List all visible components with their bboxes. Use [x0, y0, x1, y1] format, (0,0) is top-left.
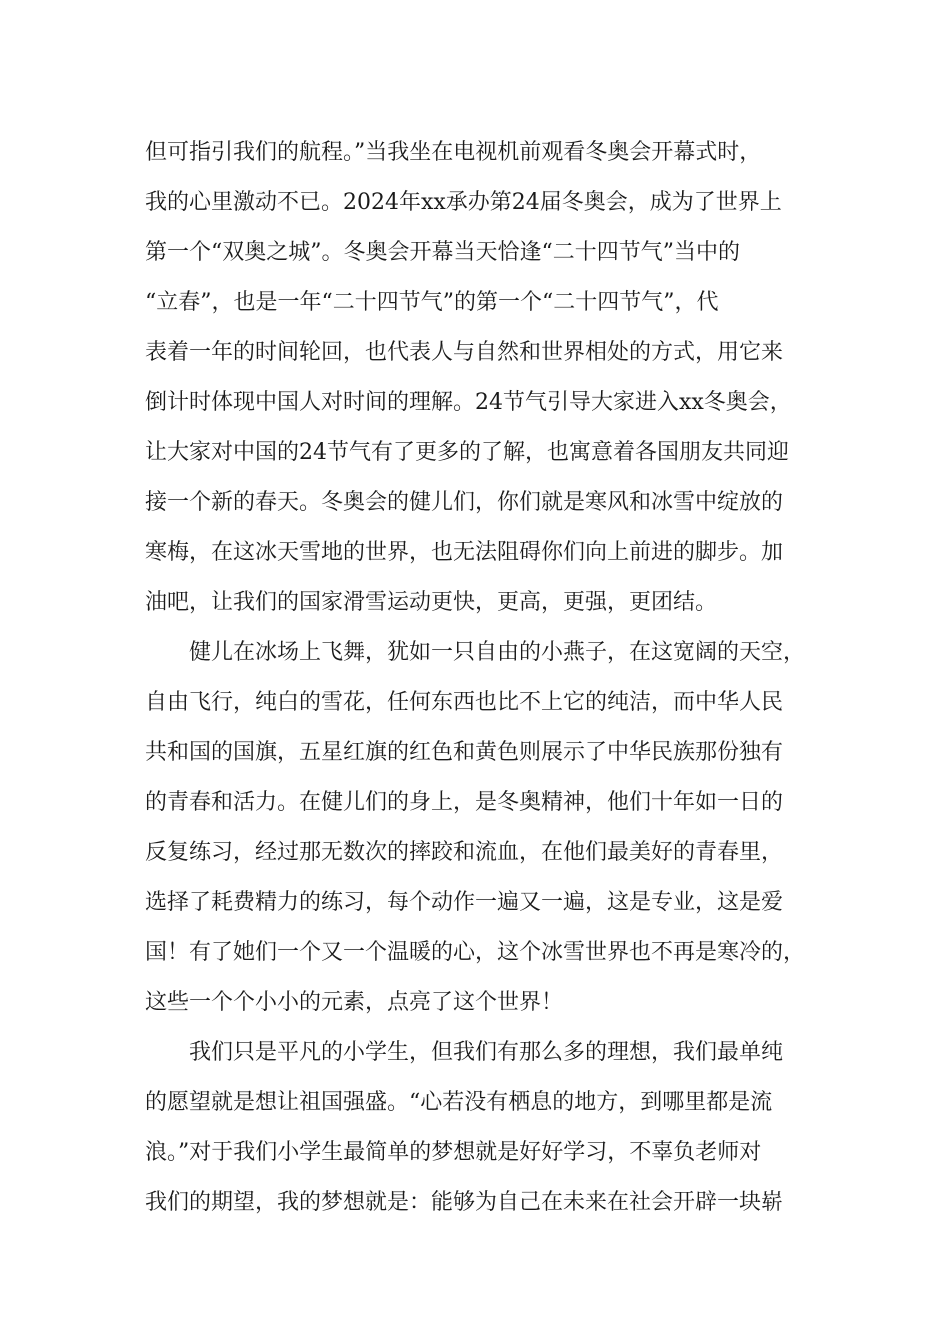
text-line: 的青春和活力。在健儿们的身上，是冬奥精神，他们十年如一日的: [145, 790, 784, 815]
text-line: 表着一年的时间轮回，也代表人与自然和世界相处的方式，用它来: [145, 340, 784, 365]
paragraph-first-line: 我们只是平凡的小学生，但我们有那么多的理想，我们最单纯: [189, 1040, 784, 1065]
text-line: 我的心里激动不已。2024年xx承办第24届冬奥会，成为了世界上: [145, 190, 782, 215]
text-line: 的愿望就是想让祖国强盛。“心若没有栖息的地方，到哪里都是流: [145, 1090, 773, 1115]
text-line: 油吧，让我们的国家滑雪运动更快，更高，更强，更团结。: [145, 590, 718, 615]
text-line: 第一个“双奥之城”。冬奥会开幕当天恰逢“二十四节气”当中的: [145, 240, 740, 265]
text-line: 让大家对中国的24节气有了更多的了解，也寓意着各国朋友共同迎: [145, 440, 789, 465]
text-line: 但可指引我们的航程。”当我坐在电视机前观看冬奥会开幕式时，: [145, 140, 762, 165]
text-line: 接一个新的春天。冬奥会的健儿们，你们就是寒风和冰雪中绽放的: [145, 490, 784, 515]
text-line: 选择了耗费精力的练习，每个动作一遍又一遍，这是专业，这是爱: [145, 890, 784, 915]
text-line: 寒梅，在这冰天雪地的世界，也无法阻碍你们向上前进的脚步。加: [145, 540, 784, 565]
essay-body: [145, 128, 825, 1228]
text-line: 共和国的国旗，五星红旗的红色和黄色则展示了中华民族那份独有: [145, 740, 784, 765]
text-line: 倒计时体现中国人对时间的理解。24节气引导大家进入xx冬奥会，: [145, 390, 792, 415]
text-line: 自由飞行，纯白的雪花，任何东西也比不上它的纯洁，而中华人民: [145, 690, 784, 715]
text-line: 我们的期望，我的梦想就是：能够为自己在未来在社会开辟一块崭: [145, 1190, 784, 1215]
text-line: 反复练习，经过那无数次的摔跤和流血，在他们最美好的青春里，: [145, 840, 784, 865]
text-line: 这些一个个小小的元素，点亮了这个世界！: [145, 990, 564, 1015]
paragraph-first-line: 健儿在冰场上飞舞，犹如一只自由的小燕子，在这宽阔的天空，: [189, 640, 806, 665]
text-line: “立春”，也是一年“二十四节气”的第一个“二十四节气”，代: [145, 290, 719, 315]
text-line: 浪。”对于我们小学生最简单的梦想就是好好学习，不辜负老师对: [145, 1140, 762, 1165]
text-line: 国！有了她们一个又一个温暖的心，这个冰雪世界也不再是寒冷的，: [145, 940, 806, 965]
